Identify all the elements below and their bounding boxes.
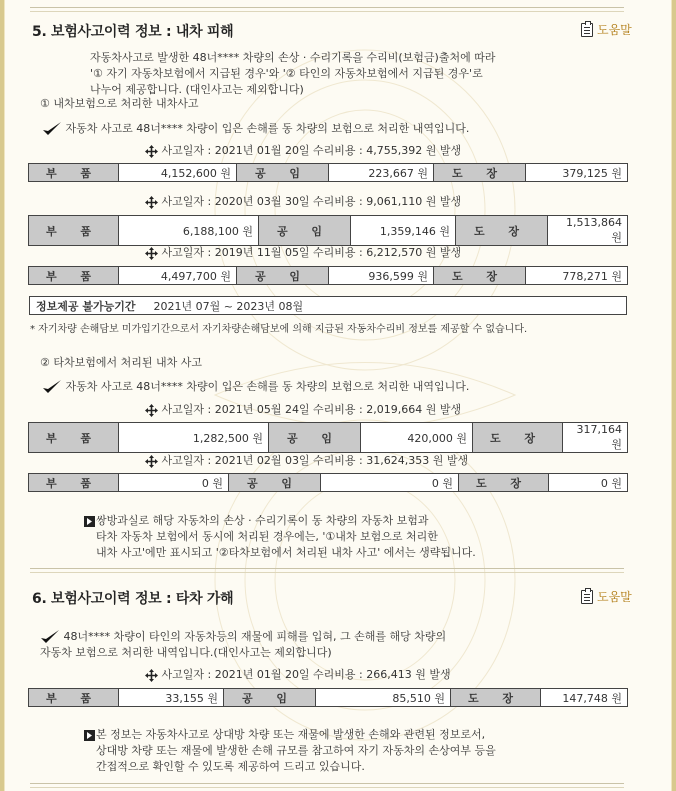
intro-line: '① 자기 자동차보험에서 지급된 경우'와 '② 타인의 자동차보험에서 지급된 경우'로	[90, 67, 483, 80]
parts-cost: 1,282,500 원	[119, 423, 269, 453]
paint-label: 도 장	[451, 689, 541, 707]
page-border-right	[671, 0, 676, 791]
cost-table	[28, 266, 628, 285]
section-divider-thin	[30, 572, 624, 573]
parts-label: 부 품	[29, 164, 119, 182]
paint-label: 도 장	[456, 216, 548, 246]
labor-cost: 1,359,146 원	[351, 216, 456, 246]
section-divider	[30, 568, 624, 569]
other-insurance-heading: ② 타차보험에서 처리된 내차 사고	[40, 356, 202, 369]
note-line: 본 정보는 자동차사고로 상대방 차량 또는 재물에 발생한 손해와 관련된 정보로서,	[96, 728, 486, 741]
unavailable-label: 정보제공 불가능기간	[36, 299, 136, 313]
parts-label: 부 품	[29, 423, 119, 453]
paint-cost: 379,125 원	[526, 164, 628, 182]
labor-label: 공 임	[269, 423, 361, 453]
accident-info-text: 사고일자 : 2021년 01월 20일 수리비용 : 266,413 원 발생	[161, 668, 451, 681]
check-icon	[42, 379, 62, 395]
labor-label: 공 임	[259, 216, 351, 246]
page-border-left	[0, 0, 5, 791]
parts-cost: 33,155 원	[119, 689, 224, 707]
divider-bottom	[30, 783, 624, 784]
clipboard-icon	[581, 23, 593, 37]
arrow-right-icon	[84, 730, 95, 741]
section6-title: 6. 보험사고이력 정보 : 타차 가해	[32, 591, 234, 607]
section5-intro	[90, 50, 495, 98]
move-icon	[145, 669, 158, 682]
labor-cost: 223,667 원	[329, 164, 434, 182]
help-label: 도움말	[597, 590, 632, 604]
intro-line: 나누어 제공합니다. (대인사고는 제외합니다)	[90, 83, 304, 96]
section6-desc	[40, 629, 446, 661]
move-icon	[145, 247, 158, 260]
note-line: 상대방 차량 또는 재물에 발생한 손해 규모를 참고하여 자기 자동차의 손상여부 등을	[96, 744, 496, 757]
cost-table	[28, 473, 628, 492]
paint-cost: 1,513,864 원	[548, 216, 628, 246]
paint-label: 도 장	[434, 267, 526, 285]
paint-label: 도 장	[434, 164, 526, 182]
intro-line: 자동차사고로 발생한 48너**** 차량의 손상 · 수리기록을 수리비(보험금)출처에 따라	[90, 51, 496, 64]
accident-info-text: 사고일자 : 2019년 11월 05일 수리비용 : 6,212,570 원 발생	[161, 246, 462, 259]
parts-cost: 4,497,700 원	[119, 267, 237, 285]
move-icon	[145, 455, 158, 468]
cost-table	[28, 215, 628, 246]
parts-label: 부 품	[29, 474, 119, 492]
labor-cost: 85,510 원	[316, 689, 451, 707]
accident-info	[145, 142, 461, 158]
labor-cost: 936,599 원	[329, 267, 434, 285]
section5-help-button[interactable]	[581, 21, 632, 38]
cost-table	[28, 163, 628, 182]
own-insurance-heading: ① 내차보험으로 처리한 내차사고	[40, 97, 199, 110]
accident-info-text: 사고일자 : 2021년 05월 24일 수리비용 : 2,019,664 원 발생	[161, 403, 462, 416]
parts-label: 부 품	[29, 216, 119, 246]
accident-info	[145, 666, 451, 682]
section5-title: 5. 보험사고이력 정보 : 내차 피해	[32, 24, 234, 40]
unavailable-period: 2021년 07월 ~ 2023년 08월	[153, 299, 304, 313]
paint-cost: 317,164 원	[563, 423, 628, 453]
parts-cost: 6,188,100 원	[119, 216, 259, 246]
desc-line: 48너**** 차량이 타인의 자동차등의 재물에 피해를 입혀, 그 손해를 해당 차량의	[63, 630, 447, 643]
accident-info	[145, 452, 468, 468]
move-icon	[145, 196, 158, 209]
note-line: 간접적으로 확인할 수 있도록 제공하여 드리고 있습니다.	[96, 760, 365, 773]
unavailable-period-box	[29, 296, 627, 315]
accident-info-text: 사고일자 : 2021년 01월 20일 수리비용 : 4,755,392 원 발생	[161, 144, 462, 157]
accident-info	[145, 193, 461, 209]
accident-info	[145, 401, 461, 417]
section6-help-button[interactable]	[581, 588, 632, 605]
paint-label: 도 장	[459, 474, 549, 492]
paint-cost: 0 원	[549, 474, 628, 492]
other-insurance-desc-row	[42, 378, 469, 395]
accident-info-text: 사고일자 : 2020년 03월 30일 수리비용 : 9,061,110 원 발생	[161, 195, 462, 208]
labor-label: 공 임	[237, 267, 329, 285]
paint-label: 도 장	[473, 423, 563, 453]
move-icon	[145, 404, 158, 417]
other-insurance-desc: 자동차 사고로 48너**** 차량이 입은 손해를 동 차량의 보험으로 처리한 내역입니다.	[65, 380, 470, 393]
parts-label: 부 품	[29, 267, 119, 285]
unavailable-note: * 자기차량 손해담보 미가입기간으로서 자기차량손해담보에 의해 지급된 자동차수리비 정보를 제공할 수 없습니다.	[30, 324, 528, 335]
move-icon	[145, 145, 158, 158]
note-line: 내차 사고'에만 표시되고 '②타차보험에서 처리된 내차 사고' 에서는 생략됩니다.	[96, 546, 476, 559]
help-label: 도움말	[597, 23, 632, 37]
accident-info	[145, 244, 461, 260]
clipboard-icon	[581, 590, 593, 604]
paint-cost: 778,271 원	[526, 267, 628, 285]
parts-cost: 0 원	[119, 474, 229, 492]
section5-note	[84, 513, 476, 561]
parts-cost: 4,152,600 원	[119, 164, 237, 182]
note-line: 쌍방과실로 해당 자동차의 손상 · 수리기록이 동 차량의 자동차 보험과	[96, 514, 429, 527]
parts-label: 부 품	[29, 689, 119, 707]
check-icon	[42, 121, 62, 137]
divider-top-thin	[30, 11, 624, 12]
paint-cost: 147,748 원	[541, 689, 628, 707]
cost-table	[28, 422, 628, 453]
arrow-right-icon	[84, 516, 95, 527]
note-line: 타차 자동차 보험에서 동시에 처리된 경우에는, '①내차 보험으로 처리한	[96, 530, 438, 543]
accident-info-text: 사고일자 : 2021년 02월 03일 수리비용 : 31,624,353 원 발생	[161, 454, 469, 467]
labor-label: 공 임	[224, 689, 316, 707]
labor-cost: 420,000 원	[361, 423, 473, 453]
divider-bottom-thin	[30, 787, 624, 788]
cost-table	[28, 688, 628, 707]
own-insurance-desc-row	[42, 120, 469, 137]
check-icon	[40, 629, 60, 645]
labor-label: 공 임	[237, 164, 329, 182]
desc-line: 자동차 보험으로 처리한 내역입니다.(대인사고는 제외합니다)	[40, 646, 332, 659]
labor-label: 공 임	[229, 474, 321, 492]
divider-top	[30, 7, 624, 8]
section6-note	[84, 727, 496, 775]
labor-cost: 0 원	[321, 474, 459, 492]
own-insurance-desc: 자동차 사고로 48너**** 차량이 입은 손해를 동 차량의 보험으로 처리한 내역입니다.	[65, 122, 470, 135]
